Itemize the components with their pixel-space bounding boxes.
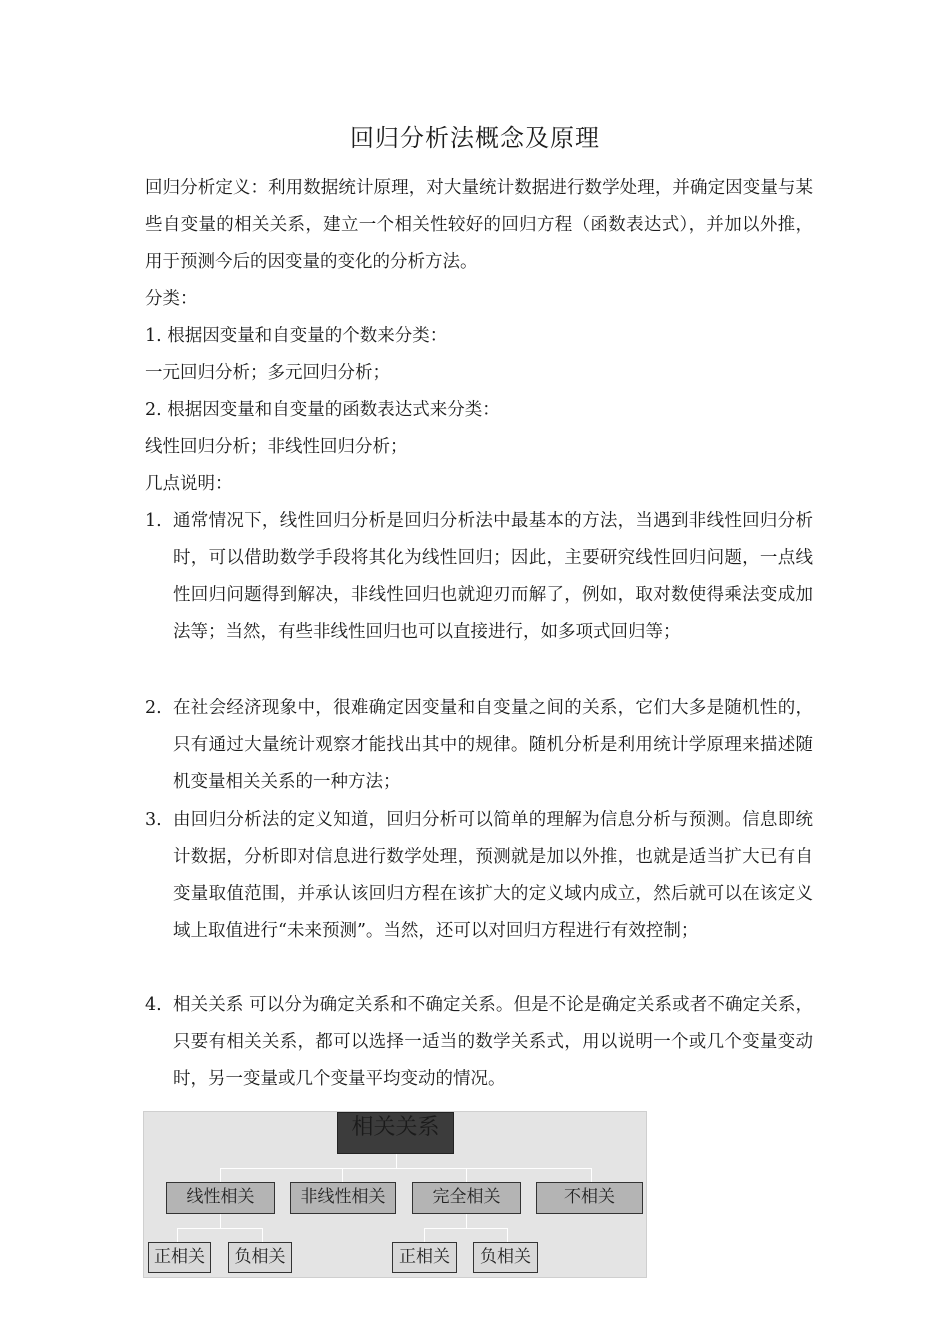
connector-line [177, 1228, 178, 1242]
node-nonlinear: 非线性相关 [290, 1182, 396, 1214]
definition-paragraph: 回归分析定义：利用数据统计原理，对大量统计数据进行数学处理，并确定因变量与某些自变量的相关关系，建立一个相关性较好的回归方程（函数表达式），并加以外推，用于预测今后的因变量的变化的分析方法。 [145, 178, 813, 272]
connector-line [466, 1213, 467, 1228]
connector-line [262, 1228, 263, 1242]
note-item-2: 在社会经济现象中，很难确定因变量和自变量之间的关系，它们大多是随机性的，只有通过大量统计观察才能找出其中的规律。随机分析是利用统计学原理来描述随机变量相关关系的一种方法； [173, 698, 813, 792]
classification-item-1: 1. 根据因变量和自变量的个数来分类： [145, 326, 448, 346]
connector-line [177, 1228, 263, 1229]
connector-line [396, 1154, 397, 1168]
node-uncorrelated: 不相关 [536, 1182, 643, 1214]
note-item-1: 通常情况下，线性回归分析是回归分析法中最基本的方法，当遇到非线性回归分析时，可以借助数学手段将其化为线性回归；因此，主要研究线性回归问题，一点线性回归问题得到解决，非线性回归也就迎刃而解了，例如，取对数使得乘法变成加法等；当然，有些非线性回归也可以直接进行，如多项式回归等； [173, 511, 813, 642]
diagram-root-node: 相关关系 [337, 1112, 454, 1154]
connector-line [220, 1168, 221, 1182]
classification-item-2-detail: 线性回归分析；非线性回归分析； [145, 437, 408, 457]
note-number: 2. [145, 698, 162, 718]
correlation-diagram [143, 1111, 647, 1278]
note-number: 1. [145, 511, 162, 531]
connector-line [424, 1228, 425, 1242]
node-positive: 正相关 [392, 1242, 457, 1273]
classification-heading: 分类： [145, 289, 198, 309]
connector-line [591, 1168, 592, 1182]
connector-line [342, 1168, 343, 1182]
connector-line [466, 1168, 467, 1182]
note-number: 3. [145, 810, 162, 830]
node-negative: 负相关 [473, 1242, 538, 1273]
page-title: 回归分析法概念及原理 [350, 124, 600, 152]
connector-line [424, 1228, 508, 1229]
connector-line [220, 1168, 592, 1169]
notes-heading: 几点说明： [145, 474, 233, 494]
note-number: 4. [145, 995, 162, 1015]
node-positive: 正相关 [148, 1242, 211, 1273]
note-item-3: 由回归分析法的定义知道，回归分析可以简单的理解为信息分析与预测。信息即统计数据，分析即对信息进行数学处理，预测就是加以外推，也就是适当扩大已有自变量取值范围，并承认该回归方程在该扩大的定义域内成立，然后就可以在该定义域上取值进行“未来预测”。当然，还可以对回归方程进行有效控制； [173, 810, 813, 941]
node-linear: 线性相关 [166, 1182, 275, 1214]
classification-item-1-detail: 一元回归分析；多元回归分析； [145, 363, 390, 383]
connector-line [507, 1228, 508, 1242]
connector-line [220, 1213, 221, 1228]
note-item-4: 相关关系 可以分为确定关系和不确定关系。但是不论是确定关系或者不确定关系，只要有相关关系，都可以选择一适当的数学关系式，用以说明一个或几个变量变动时，另一变量或几个变量平均变动的情况。 [173, 995, 813, 1089]
node-negative: 负相关 [228, 1242, 292, 1273]
node-complete: 完全相关 [412, 1182, 521, 1214]
classification-item-2: 2. 根据因变量和自变量的函数表达式来分类： [145, 400, 500, 420]
